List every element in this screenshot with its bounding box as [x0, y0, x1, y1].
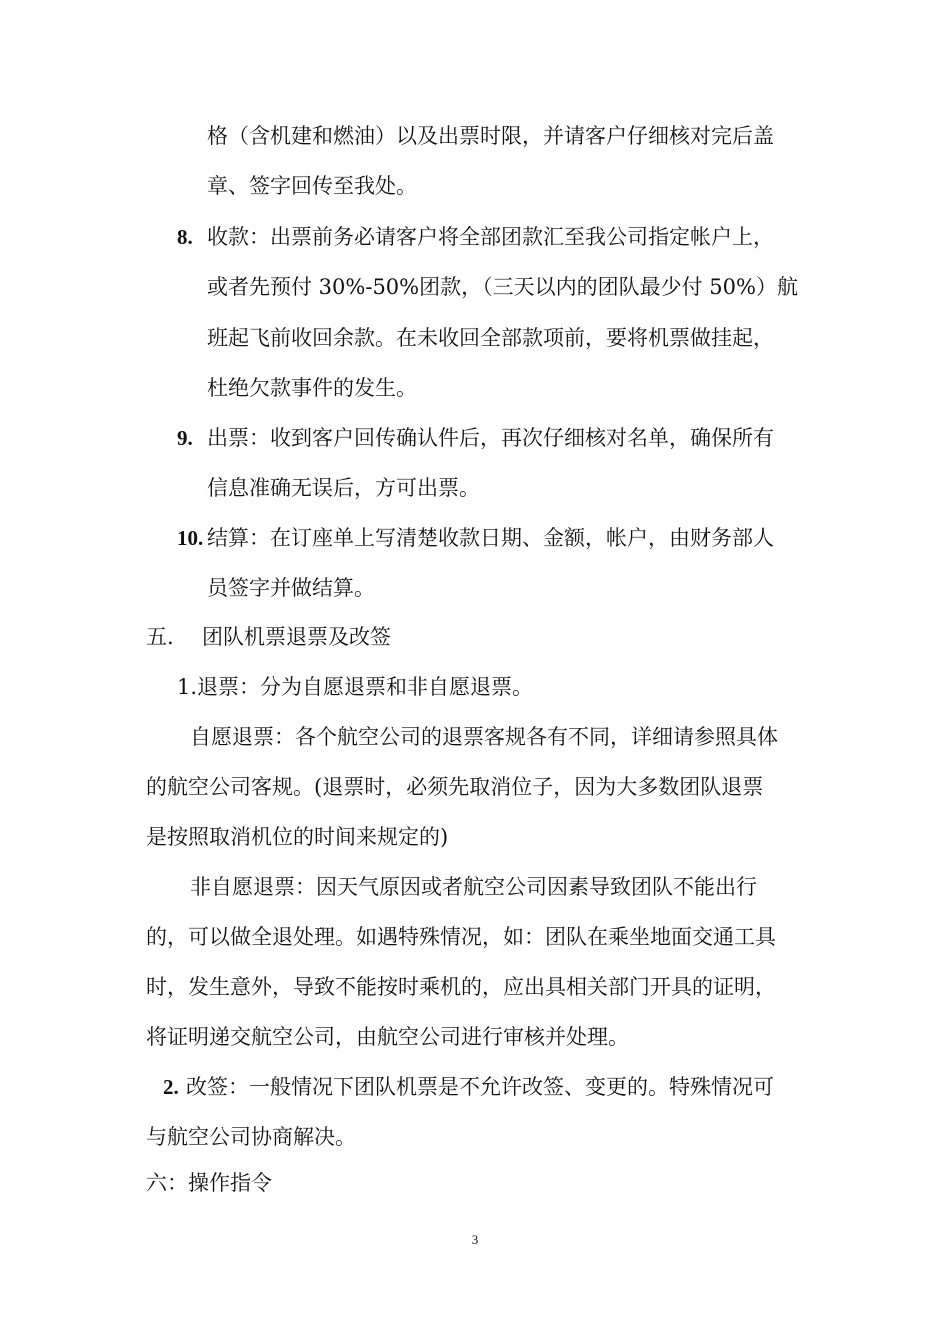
item8-line-1: 收款：出票前务必请客户将全部团款汇至我公司指定帐户上， — [207, 225, 774, 249]
voluntary-line-3: 是按照取消机位的时间来规定的) — [146, 825, 449, 849]
involuntary-line-4: 将证明递交航空公司，由航空公司进行审核并处理。 — [146, 1025, 629, 1049]
item10-line-2: 员签字并做结算。 — [207, 576, 375, 600]
item8-number: 8. — [177, 225, 193, 249]
item7-line-1: 格（含机建和燃油）以及出票时限，并请客户仔细核对完后盖 — [207, 124, 774, 148]
involuntary-line-3: 时，发生意外，导致不能按时乘机的，应出具相关部门开具的证明， — [146, 975, 776, 999]
item8-line-3: 班起飞前收回余款。在未收回全部款项前，要将机票做挂起， — [207, 326, 774, 350]
item10-line-1: 结算：在订座单上写清楚收款日期、金额，帐户，由财务部人 — [207, 526, 774, 550]
section5-heading: 团队机票退票及改签 — [202, 625, 391, 649]
involuntary-line-1: 非自愿退票：因天气原因或者航空公司因素导致团队不能出行 — [190, 875, 757, 899]
page-number: 3 — [471, 1232, 479, 1247]
change-number: 2. — [163, 1075, 179, 1099]
refund-title: 1.退票：分为自愿退票和非自愿退票。 — [177, 675, 534, 699]
involuntary-line-2: 的，可以做全退处理。如遇特殊情况，如：团队在乘坐地面交通工具 — [146, 925, 776, 949]
item7-line-2: 章、签字回传至我处。 — [207, 174, 417, 198]
voluntary-line-2: 的航空公司客规。(退票时，必须先取消位子，因为大多数团队退票 — [146, 775, 764, 799]
item10-number: 10. — [177, 526, 204, 550]
change-line-1: 改签：一般情况下团队机票是不允许改签、变更的。特殊情况可 — [186, 1075, 774, 1099]
item9-line-1: 出票：收到客户回传确认件后，再次仔细核对名单，确保所有 — [207, 426, 774, 450]
change-line-2: 与航空公司协商解决。 — [146, 1125, 356, 1149]
item8-line-4: 杜绝欠款事件的发生。 — [207, 376, 417, 400]
item8-line-2: 或者先预付 30%-50%团款，（三天以内的团队最少付 50%）航 — [207, 275, 798, 299]
section6-heading: 六：操作指令 — [146, 1171, 272, 1195]
voluntary-line-1: 自愿退票：各个航空公司的退票客规各有不同，详细请参照具体 — [190, 725, 778, 749]
item9-line-2: 信息准确无误后，方可出票。 — [207, 476, 480, 500]
item9-number: 9. — [177, 426, 193, 450]
section5-heading-number: 五. — [146, 625, 174, 649]
